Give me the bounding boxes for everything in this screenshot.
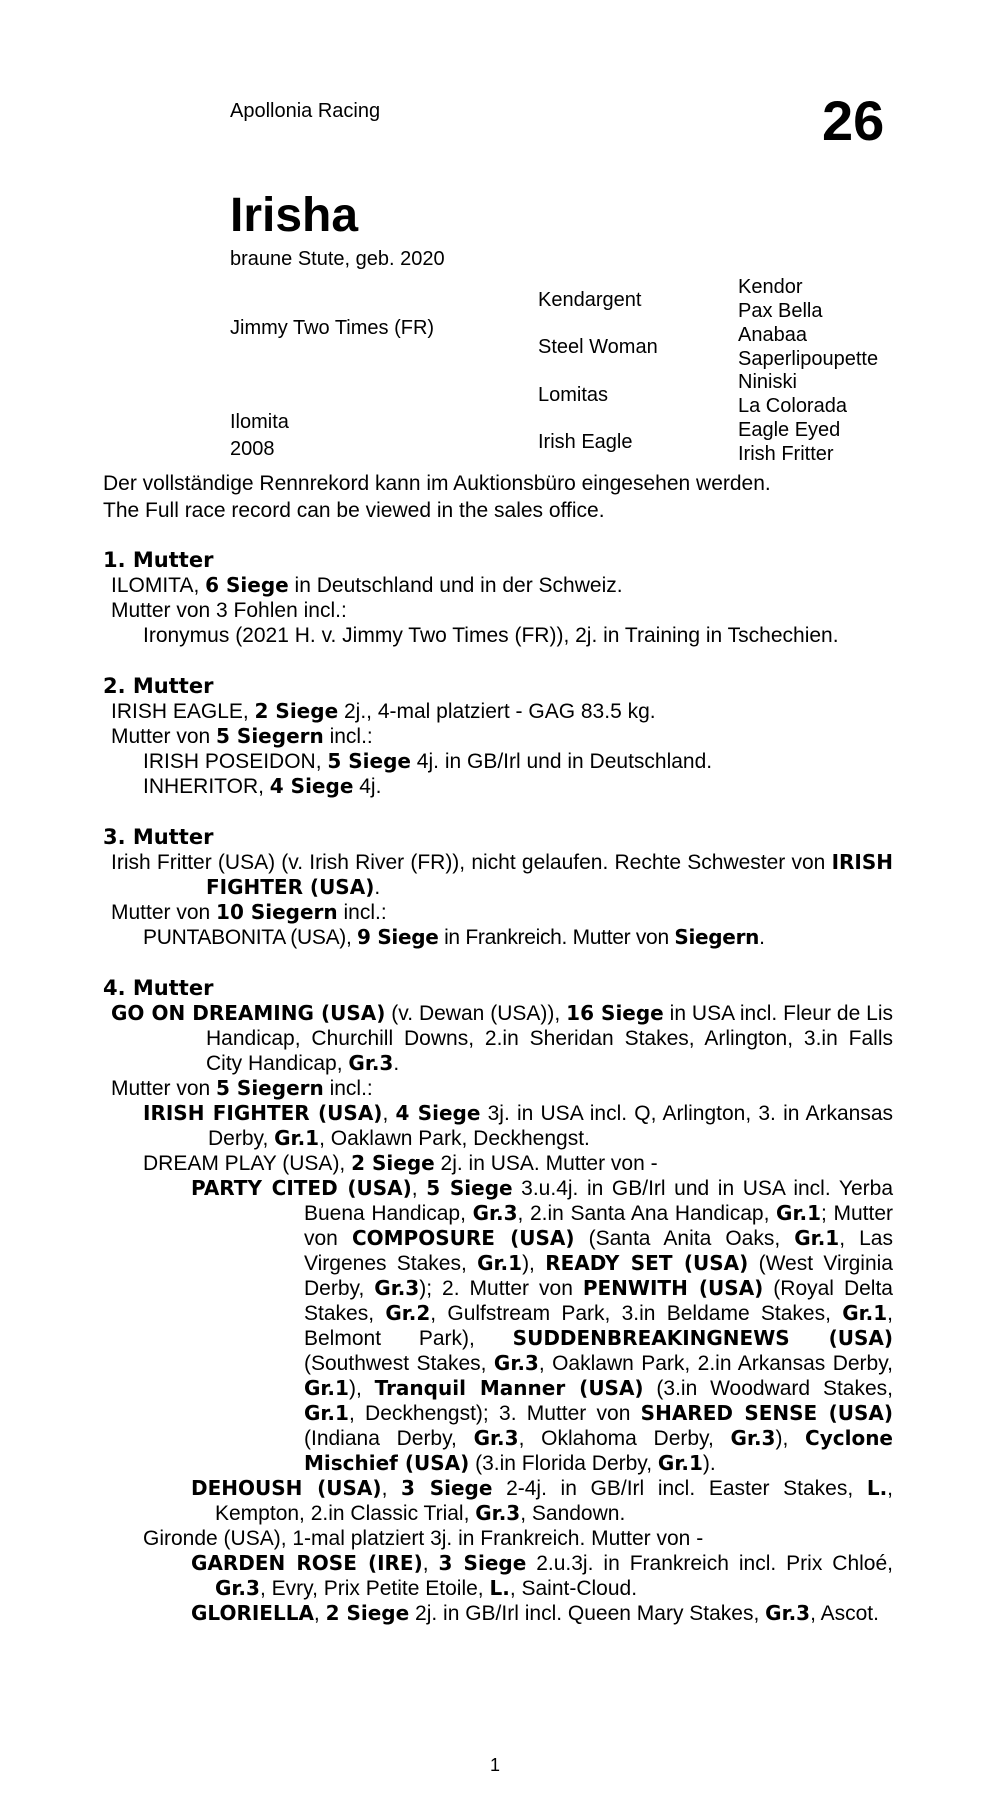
section-title: 2. Mutter: [103, 674, 214, 698]
produce-entry: PUNTABONITA (USA), 9 Siege in Frankreich. Mutter von Siegern.: [143, 925, 765, 949]
section-title: 3. Mutter: [103, 825, 214, 849]
produce-entry: GARDEN ROSE (IRE), 3 Siege 2.u.3j. in Frankreich incl. Prix Chloé, Gr.3, Evry, Prix Petite Etoile, L., Saint-Cloud.: [191, 1551, 894, 1600]
horse-name: Irisha: [230, 189, 359, 242]
section-title: 1. Mutter: [103, 548, 214, 572]
pedigree-ggp-7: Eagle Eyed: [738, 419, 841, 441]
pedigree-grandsire-paternal: Kendargent: [538, 289, 642, 311]
section-third-dam: [103, 825, 893, 950]
horse-description: braune Stute, geb. 2020: [230, 248, 445, 270]
produce-entry: PARTY CITED (USA), 5 Siege 3.u.4j. in GB/Irl und in USA incl. Yerba Buena Handicap, Gr.3, 2.in Santa Ana Handicap, Gr.1; Mutter von COMPOSURE (USA) (Santa Anita Oaks, Gr.1, Las Virgenes Stakes, Gr.1), READY SET (USA) (West Virginia Derby, Gr.3); 2. Mutter von PENWITH (USA) (Royal Delta Stakes, Gr.2, Gulfstream Park, 3.in Beldame Stakes, Gr.1, Belmont Park), SUDDENBREAKINGNEWS (USA) (Southwest Stakes, Gr.3, Oaklawn Park, 2.in Arkansas Derby, Gr.1), Tranquil Manner (USA) (3.in Woodward Stakes, Gr.1, Deckhengst); 3. Mutter von SHARED SENSE (USA) (Indiana Derby, Gr.3, Oklahoma Derby, Gr.3), Cyclone Mischief (USA) (3.in Florida Derby, Gr.1).: [191, 1176, 894, 1475]
pedigree-ggp-6: La Colorada: [738, 395, 847, 417]
produce-header: Mutter von 3 Fohlen incl.:: [111, 599, 347, 622]
intro-note-de: Der vollständige Rennrekord kann im Auktionsbüro eingesehen werden.: [103, 472, 771, 495]
page-number: 1: [490, 1755, 501, 1775]
pedigree-sire: Jimmy Two Times (FR): [230, 317, 435, 339]
pedigree-dam: Ilomita: [230, 411, 289, 433]
pedigree-ggp-2: Pax Bella: [738, 300, 823, 322]
dam-record: GO ON DREAMING (USA) (v. Dewan (USA)), 16 Siege in USA incl. Fleur de Lis Handicap, Churchill Downs, 2.in Sheridan Stakes, Arlington, 3.in Falls City Handicap, Gr.3.: [111, 1001, 894, 1075]
pedigree-granddam-maternal: Irish Eagle: [538, 431, 633, 453]
produce-header: Mutter von 5 Siegern incl.:: [111, 724, 373, 748]
pedigree-dam-year: 2008: [230, 438, 275, 460]
intro-note-en: The Full race record can be viewed in the sales office.: [103, 499, 605, 522]
produce-entry: IRISH FIGHTER (USA), 4 Siege 3j. in USA incl. Q, Arlington, 3. in Arkansas Derby, Gr.1, Oaklawn Park, Deckhengst.: [143, 1101, 893, 1150]
dam-record: ILOMITA, 6 Siege in Deutschland und in der Schweiz.: [111, 573, 623, 597]
section-second-dam: [103, 674, 893, 799]
dam-record: Irish Fritter (USA) (v. Irish River (FR)), nicht gelaufen. Rechte Schwester von IRISH FIGHTER (USA).: [111, 850, 893, 899]
produce-header: Mutter von 10 Siegern incl.:: [111, 900, 387, 924]
produce-entry: Ironymus (2021 H. v. Jimmy Two Times (FR)), 2j. in Training in Tschechien.: [143, 624, 839, 647]
produce-entry: DEHOUSH (USA), 3 Siege 2-4j. in GB/Irl incl. Easter Stakes, L., Kempton, 2.in Classic Trial, Gr.3, Sandown.: [191, 1476, 894, 1525]
pedigree-grandsire-maternal: Lomitas: [538, 384, 609, 406]
produce-header: Mutter von 5 Siegern incl.:: [111, 1076, 373, 1100]
pedigree-ggp-3: Anabaa: [738, 324, 807, 346]
produce-entry: GLORIELLA, 2 Siege 2j. in GB/Irl incl. Queen Mary Stakes, Gr.3, Ascot.: [191, 1601, 879, 1625]
dam-record: IRISH EAGLE, 2 Siege 2j., 4-mal platziert - GAG 83.5 kg.: [111, 699, 656, 723]
pedigree-ggp-5: Niniski: [738, 371, 797, 393]
dam-line-content: [103, 548, 893, 1652]
consignor-name: Apollonia Racing: [230, 100, 381, 122]
produce-entry: INHERITOR, 4 Siege 4j.: [143, 774, 382, 798]
lot-number: 26: [822, 89, 885, 152]
produce-entry: IRISH POSEIDON, 5 Siege 4j. in GB/Irl und in Deutschland.: [143, 749, 713, 773]
produce-entry: DREAM PLAY (USA), 2 Siege 2j. in USA. Mutter von -: [143, 1151, 658, 1175]
produce-entry: Gironde (USA), 1-mal platziert 3j. in Frankreich. Mutter von -: [143, 1527, 704, 1550]
pedigree-granddam-paternal: Steel Woman: [538, 336, 658, 358]
pedigree-ggp-8: Irish Fritter: [738, 443, 834, 465]
section-title: 4. Mutter: [103, 976, 214, 1000]
pedigree-ggp-4: Saperlipoupette: [738, 348, 879, 370]
pedigree-ggp-1: Kendor: [738, 276, 803, 298]
section-fourth-dam: [103, 976, 893, 1626]
section-first-dam: [103, 548, 893, 648]
